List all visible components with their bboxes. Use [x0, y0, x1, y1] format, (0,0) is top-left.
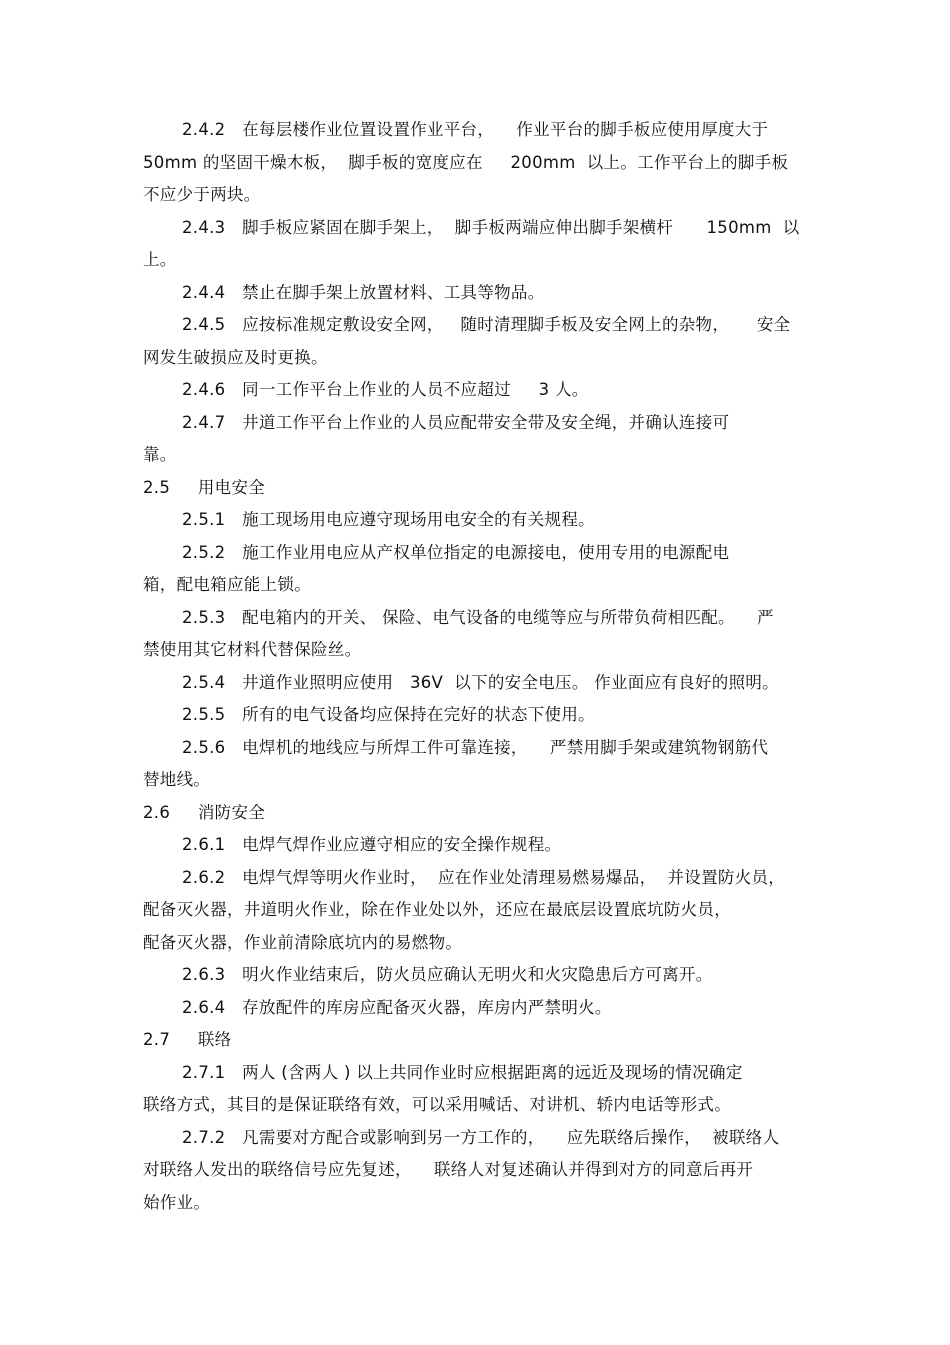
paragraph-line: 对联络人发出的联络信号应先复述， 联络人对复述确认并得到对方的同意后再开	[143, 1160, 754, 1179]
paragraph-line-indented: 2.5.6 电焊机的地线应与所焊工件可靠连接， 严禁用脚手架或建筑物钢筋代	[182, 737, 769, 757]
paragraph-line: 替地线。	[143, 770, 211, 789]
paragraph-line: 始作业。	[143, 1192, 211, 1212]
paragraph-line-indented: 2.6.3 明火作业结束后，防火员应确认无明火和火灾隐患后方可离开。	[182, 965, 713, 984]
paragraph-line: 配备灭火器，作业前清除底坑内的易燃物。	[143, 932, 463, 952]
paragraph-line-indented: 2.7.1 两人 (含两人 ) 以上共同作业时应根据距离的远近及现场的情况确定	[182, 1062, 743, 1082]
paragraph-line: 联络方式，其目的是保证联络有效，可以采用喊话、对讲机、轿内电话等形式。	[143, 1095, 731, 1114]
paragraph-line: 靠。	[143, 445, 177, 464]
paragraph-line: 网发生破损应及时更换。	[143, 347, 328, 367]
paragraph-line-indented: 2.5.5 所有的电气设备均应保持在完好的状态下使用。	[182, 705, 595, 724]
paragraph-line-indented: 2.6.4 存放配件的库房应配备灭火器，库房内严禁明火。	[182, 997, 612, 1017]
paragraph-line: 2.5 用电安全	[143, 477, 266, 497]
paragraph-line-indented: 2.5.3 配电箱内的开关、 保险、电气设备的电缆等应与所带负荷相匹配。 严	[182, 607, 774, 627]
paragraph-line-indented: 2.5.4 井道作业照明应使用 36V 以下的安全电压。 作业面应有良好的照明。	[182, 672, 779, 692]
paragraph-line: 禁使用其它材料代替保险丝。	[143, 640, 362, 659]
paragraph-line-indented: 2.4.5 应按标准规定敷设安全网， 随时清理脚手板及安全网上的杂物， 安全	[182, 315, 791, 334]
paragraph-line-indented: 2.7.2 凡需要对方配合或影响到另一方工作的， 应先联络后操作， 被联络人	[182, 1127, 780, 1147]
paragraph-line-indented: 2.4.3 脚手板应紧固在脚手架上， 脚手板两端应伸出脚手架横杆 150mm 以	[182, 217, 800, 237]
paragraph-line: 2.6 消防安全	[143, 802, 266, 822]
paragraph-line: 不应少于两块。	[143, 185, 261, 204]
paragraph-line: 50mm 的坚固干燥木板， 脚手板的宽度应在 200mm 以上。工作平台上的脚手板	[143, 152, 789, 172]
paragraph-line-indented: 2.6.2 电焊气焊等明火作业时， 应在作业处清理易燃易爆品， 并设置防火员，	[182, 867, 786, 887]
paragraph-line: 配备灭火器，井道明火作业，除在作业处以外，还应在最底层设置底坑防火员，	[143, 900, 731, 919]
paragraph-line-indented: 2.4.6 同一工作平台上作业的人员不应超过 3 人。	[182, 380, 589, 399]
paragraph-line-indented: 2.4.2 在每层楼作业位置设置作业平台， 作业平台的脚手板应使用厚度大于	[182, 120, 769, 139]
document-body	[143, 114, 808, 1219]
paragraph-line: 箱，配电箱应能上锁。	[143, 575, 311, 594]
paragraph-line: 2.7 联络	[143, 1030, 232, 1049]
paragraph-line-indented: 2.6.1 电焊气焊作业应遵守相应的安全操作规程。	[182, 835, 562, 854]
paragraph-line: 上。	[143, 250, 177, 269]
paragraph-line-indented: 2.5.2 施工作业用电应从产权单位指定的电源接电，使用专用的电源配电	[182, 542, 730, 562]
paragraph-line-indented: 2.4.7 井道工作平台上作业的人员应配带安全带及安全绳，并确认连接可	[182, 412, 730, 432]
paragraph-line-indented: 2.4.4 禁止在脚手架上放置材料、工具等物品。	[182, 282, 545, 302]
paragraph-line-indented: 2.5.1 施工现场用电应遵守现场用电安全的有关规程。	[182, 510, 595, 529]
